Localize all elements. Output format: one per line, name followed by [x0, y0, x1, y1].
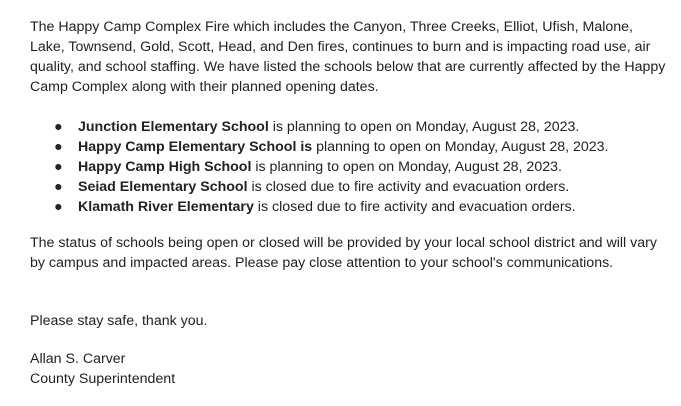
bullet-icon: ● [54, 159, 63, 175]
bullet-icon: ● [54, 139, 63, 155]
school-name: Klamath River Elementary [78, 199, 254, 215]
intro-paragraph: The Happy Camp Complex Fire which includes the Canyon, Three Creeks, Elliot, Ufish, Malone, Lake, Townsend, Gold, Scott, Head, and Den fires, continues to burn and is impacting road use, air quality, and school staffing. We have listed the schools below that are currently affected by the Happy Camp Complex along with their planned opening dates. [30, 19, 666, 95]
bullet-icon: ● [54, 179, 63, 195]
school-name: Junction Elementary School [78, 119, 269, 135]
school-status: planning to open on Monday, August 28, 2023. [312, 139, 609, 155]
school-status: is planning to open on Monday, August 28, 2023. [268, 119, 580, 135]
school-status: is planning to open on Monday, August 28, 2023. [251, 159, 562, 175]
signature-title: County Superintendent [30, 371, 176, 387]
closing-line: Please stay safe, thank you. [30, 313, 208, 329]
signature-name: Allan S. Carver [30, 351, 126, 367]
school-name: Seiad Elementary School [78, 179, 248, 195]
status-note-paragraph: The status of schools being open or closed will be provided by your local school district and will vary by campus and impacted areas. Please pay close attention to your school's communications. [30, 235, 657, 271]
school-status: is closed due to fire activity and evacuation orders. [247, 179, 570, 195]
school-status: is closed due to fire activity and evacuation orders. [253, 199, 576, 215]
school-name: Happy Camp Elementary School is [78, 139, 313, 155]
school-name: Happy Camp High School [78, 159, 252, 175]
bullet-icon: ● [54, 199, 63, 215]
bullet-icon: ● [54, 119, 63, 135]
